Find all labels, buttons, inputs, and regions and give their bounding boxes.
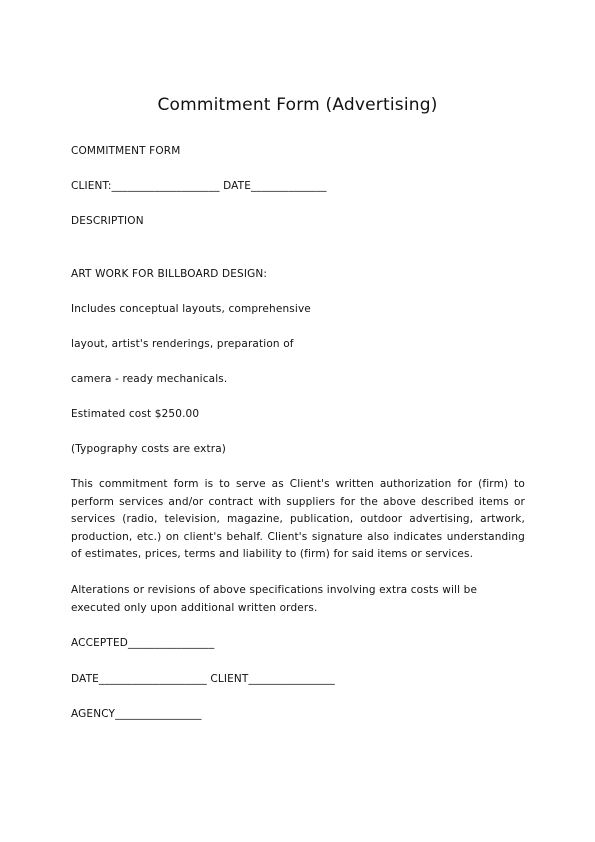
- includes-line-3: camera - ready mechanicals.: [71, 373, 228, 385]
- accepted-signature-line: ACCEPTED________________: [71, 637, 215, 649]
- alterations-paragraph: Alterations or revisions of above specifications involving extra costs will be executed only upon additional written orders.: [71, 584, 478, 614]
- document-title: Commitment Form (Advertising): [157, 95, 438, 115]
- date-client-signature-line: DATE____________________ CLIENT________________: [71, 673, 335, 685]
- agency-signature-line: AGENCY________________: [71, 708, 202, 720]
- client-date-line: CLIENT:____________________ DATE______________: [71, 180, 327, 192]
- section-heading: ART WORK FOR BILLBOARD DESIGN:: [71, 268, 268, 280]
- includes-line-2: layout, artist's renderings, preparation of: [71, 338, 294, 350]
- form-heading: COMMITMENT FORM: [71, 145, 181, 157]
- estimated-cost: Estimated cost $250.00: [71, 408, 200, 420]
- description-label: DESCRIPTION: [71, 215, 144, 227]
- authorization-paragraph: This commitment form is to serve as Client's written authorization for (firm) to perform services and/or contract with suppliers for the above described items or services (radio, television, magazine, publication, outdoor advertising, artwork, production, etc.) on client's behalf. Client's signature also indicates understanding of estimates, prices, terms and liability to (firm) for said items or services.: [71, 478, 525, 560]
- includes-line-1: Includes conceptual layouts, comprehensive: [71, 303, 311, 315]
- typography-note: (Typography costs are extra): [71, 443, 227, 455]
